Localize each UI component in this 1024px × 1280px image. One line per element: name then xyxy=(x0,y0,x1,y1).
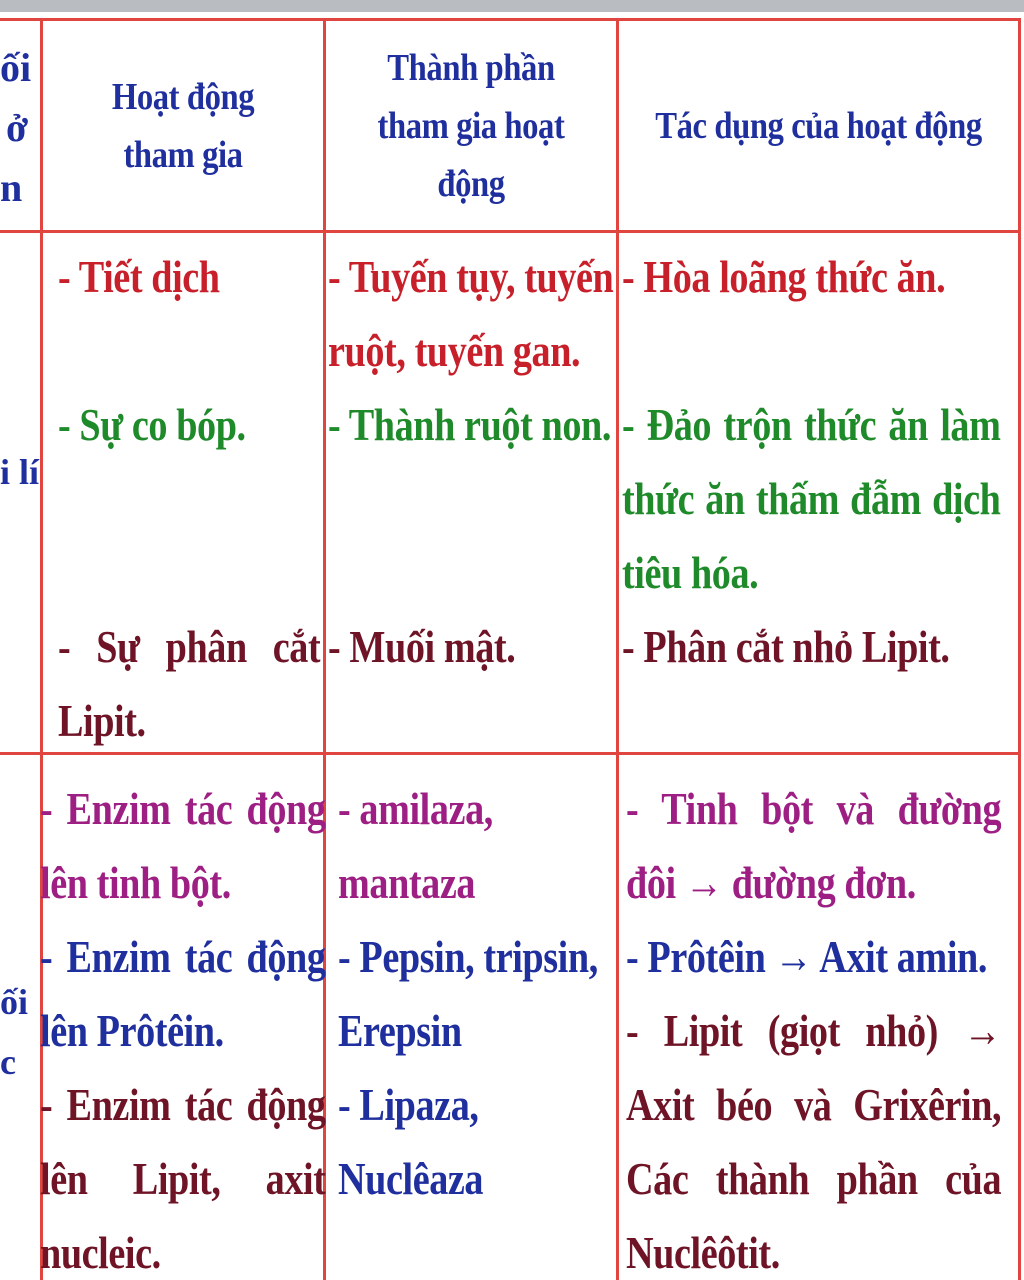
header-col0-fragment xyxy=(0,38,40,218)
header-components-text: Thành phần tham gia hoạt động xyxy=(377,46,565,205)
row1-components xyxy=(328,240,623,752)
component-item: - Tuyến tụy, tuyến ruột, tuyến gan. xyxy=(328,251,614,376)
effect-item: - Đảo trộn thức ăn làm thức ăn thấm đẫm dịch tiêu hóa. xyxy=(622,399,1001,598)
row2-stub xyxy=(0,972,40,1092)
header-effects-text: Tác dụng của hoạt động xyxy=(655,104,982,147)
component-item: - amilaza, mantaza xyxy=(338,783,493,908)
effect-item: - Tinh bột và đường đôi → đường đơn. xyxy=(626,783,1002,908)
header-col0-line: n xyxy=(0,165,23,210)
effect-item: - Hòa loãng thức ăn. xyxy=(622,251,946,302)
row1-effects xyxy=(622,240,1000,752)
component-item: - Muối mật. xyxy=(328,621,516,672)
row2-activities xyxy=(40,772,326,1280)
header-components xyxy=(346,21,595,230)
window-top-bar xyxy=(0,0,1024,12)
activity-item: - Enzim tác động lên Prôtêin. xyxy=(40,931,326,1056)
grid-line xyxy=(0,230,1021,233)
grid-line xyxy=(0,752,1021,755)
row1-stub: i lí xyxy=(0,452,40,492)
header-activity-text: Hoạt động tham gia xyxy=(111,75,255,176)
header-col0-line: ở xyxy=(6,105,29,150)
grid-line xyxy=(1018,18,1021,1280)
row2-effects xyxy=(626,772,1001,1280)
effect-item: - Lipit (giọt nhỏ) → Axit béo và Grixêrin, Các thành phần của Nuclêôtit. xyxy=(626,1005,1002,1278)
component-item: - Lipaza, Nuclêaza xyxy=(338,1079,484,1204)
activity-item: - Enzim tác động lên tinh bột. xyxy=(40,783,326,908)
effect-item: - Phân cắt nhỏ Lipit. xyxy=(622,621,950,672)
activity-item: - Sự co bóp. xyxy=(58,399,246,450)
component-item: - Pepsin, tripsin, Erepsin xyxy=(338,931,598,1056)
header-activity xyxy=(63,21,304,230)
header-effects xyxy=(647,21,990,230)
digestion-table xyxy=(0,12,1024,1280)
row2-stub-line: c xyxy=(0,1042,16,1082)
activity-item: - Sự phân cắt Lipit. xyxy=(58,621,321,746)
activity-item: - Tiết dịch xyxy=(58,251,220,302)
row2-components xyxy=(338,772,620,1280)
row1-activities xyxy=(58,240,320,752)
row2-stub-line: ối xyxy=(0,982,29,1022)
component-item: - Thành ruột non. xyxy=(328,399,611,450)
effect-item: - Prôtêin → Axit amin. xyxy=(626,931,987,982)
header-col0-line: ối xyxy=(0,45,32,90)
activity-item: - Enzim tác động lên Lipit, axit nucleic. xyxy=(40,1079,326,1278)
